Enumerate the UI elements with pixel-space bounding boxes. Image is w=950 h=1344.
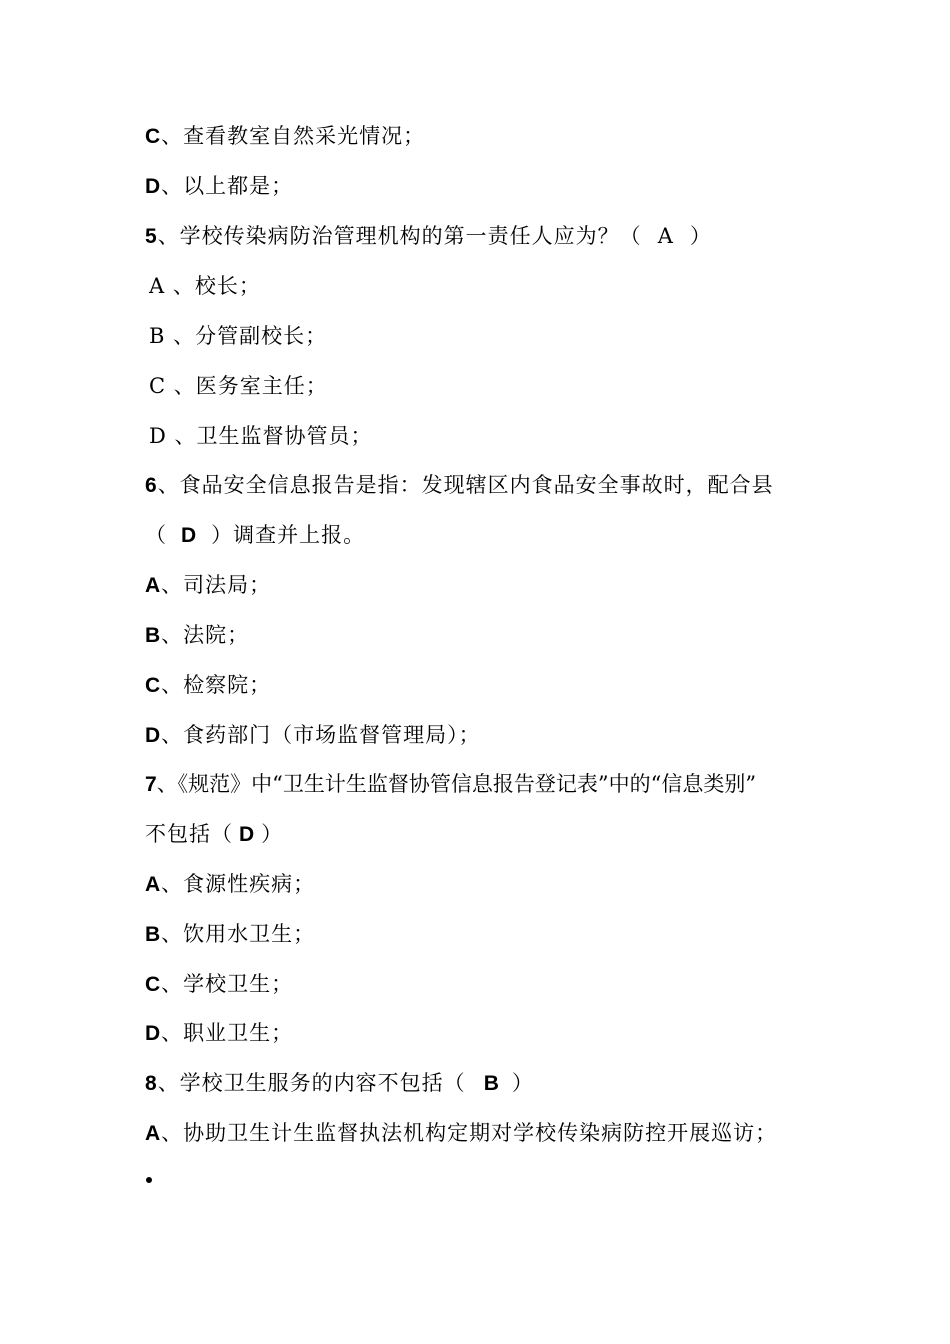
option-text: 、司法局； xyxy=(161,573,272,597)
answer-letter: B xyxy=(483,1072,500,1095)
option-text: 、食源性疾病； xyxy=(161,872,316,896)
bullet-dot xyxy=(146,1177,152,1183)
option-label: D xyxy=(145,175,162,198)
answer-close-paren: ） xyxy=(689,224,712,248)
option-text: 、食药部门（市场监督管理局）； xyxy=(161,723,481,747)
option-text: 、学校卫生； xyxy=(161,972,294,996)
option-line xyxy=(149,371,328,401)
option-line xyxy=(145,171,293,202)
option-line xyxy=(145,670,271,701)
option-line xyxy=(145,969,293,1000)
question-number: 6 xyxy=(145,474,158,497)
answer-close-paren: ） xyxy=(261,822,284,846)
option-text: 、职业卫生； xyxy=(161,1021,294,1045)
option-line xyxy=(145,869,315,900)
option-line xyxy=(145,720,481,751)
option-line xyxy=(145,570,271,601)
option-line xyxy=(149,271,261,301)
option-text: 、法院； xyxy=(161,623,250,647)
option-text: 、检察院； xyxy=(161,673,272,697)
question-line xyxy=(145,769,756,800)
open-paren: （ xyxy=(145,523,167,547)
question-number: 7 xyxy=(145,773,157,796)
option-text: C 、医务室主任； xyxy=(149,374,328,398)
question-text: 、学校传染病防治管理机构的第一责任人应为？（ xyxy=(157,224,642,248)
option-line xyxy=(145,1118,777,1149)
option-label: A xyxy=(145,1122,162,1145)
option-text: 、协助卫生计生监督执法机构定期对学校传染病防控开展巡访； xyxy=(161,1121,778,1145)
option-label: C xyxy=(145,674,162,697)
answer-close-paren: ） xyxy=(511,1071,534,1095)
question-text: 、《规范》中“卫生计生监督协管信息报告登记表”中的“信息类别” xyxy=(156,772,757,796)
question-text-tail: ）调查并上报。 xyxy=(211,523,366,547)
option-text: D 、卫生监督协管员； xyxy=(149,424,373,448)
option-label: B xyxy=(145,624,162,647)
answer-letter: A xyxy=(657,224,674,248)
answer-letter: D xyxy=(181,524,198,547)
option-text: A 、校长； xyxy=(149,274,261,298)
question-continuation xyxy=(145,819,283,850)
question-text: 不包括（ xyxy=(145,822,233,846)
option-text: 、查看教室自然采光情况； xyxy=(161,124,426,148)
option-label: A xyxy=(145,873,162,896)
option-line xyxy=(145,121,425,152)
option-text: 、饮用水卫生； xyxy=(161,922,316,946)
question-line xyxy=(145,470,774,501)
option-line xyxy=(149,321,327,351)
question-continuation xyxy=(145,520,365,551)
question-line xyxy=(145,221,712,252)
question-line xyxy=(145,1068,534,1099)
option-label: D xyxy=(145,1022,162,1045)
option-line xyxy=(145,919,315,950)
option-label: C xyxy=(145,973,162,996)
answer-letter: D xyxy=(239,823,256,846)
option-text: 、以上都是； xyxy=(161,174,294,198)
option-label: B xyxy=(145,923,162,946)
option-label: C xyxy=(145,125,162,148)
option-text: B 、分管副校长； xyxy=(149,324,328,348)
question-number: 8 xyxy=(145,1072,158,1095)
option-label: A xyxy=(145,574,162,597)
question-number: 5 xyxy=(145,225,158,248)
option-line xyxy=(145,620,249,651)
option-line xyxy=(145,1018,293,1049)
question-text: 、食品安全信息报告是指：发现辖区内食品安全事故时，配合县 xyxy=(157,473,774,497)
question-text: 、学校卫生服务的内容不包括（ xyxy=(157,1071,466,1095)
option-line xyxy=(149,421,373,451)
option-label: D xyxy=(145,724,162,747)
